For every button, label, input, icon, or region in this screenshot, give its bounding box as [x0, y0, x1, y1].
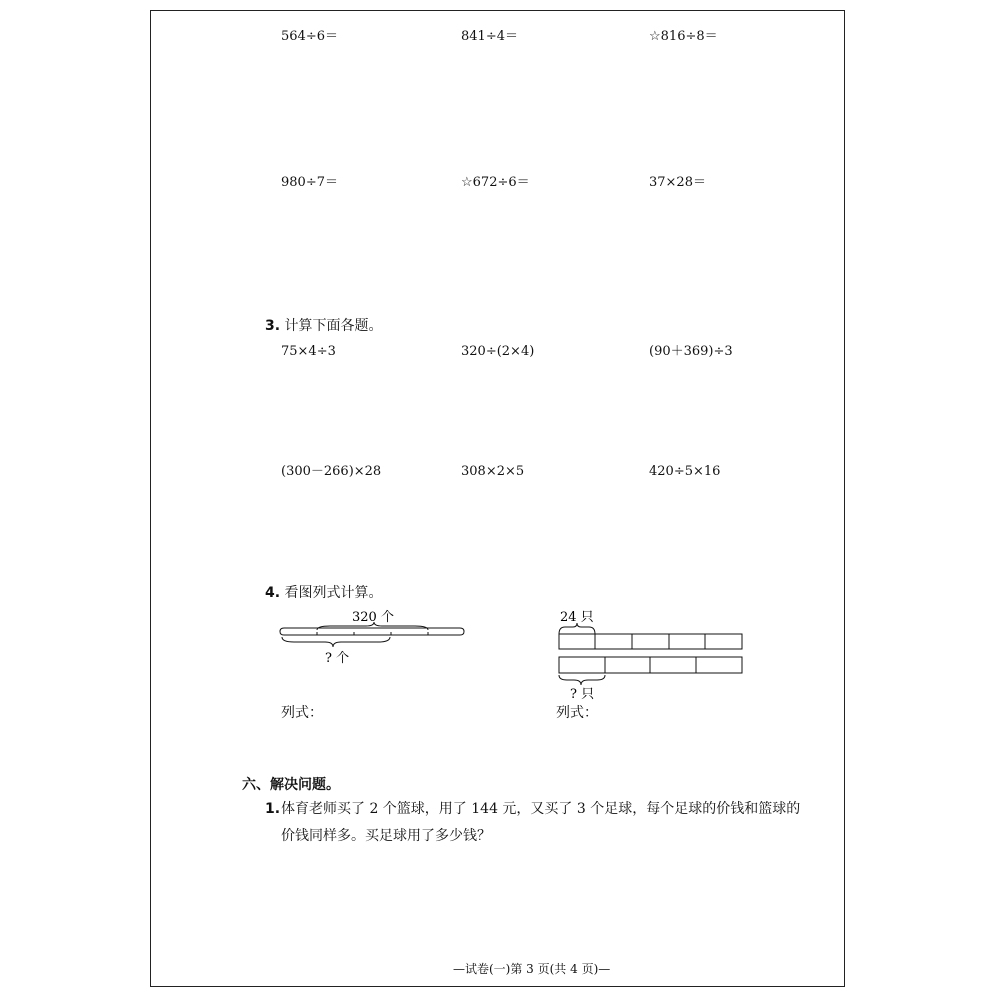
problem-672-div-6: ☆672÷6＝ — [461, 175, 530, 190]
q3-expr-1: 75×4÷3 — [281, 344, 336, 359]
q4-number: 4. — [265, 585, 281, 601]
diagram1-bottom-brace — [282, 637, 390, 647]
q4-heading — [265, 586, 383, 600]
problem-37-times-28: 37×28＝ — [649, 175, 706, 190]
section6-q1-number: 1. — [265, 801, 281, 817]
problem-564-div-6: 564÷6＝ — [281, 29, 338, 44]
diagram2-top-bar — [559, 634, 742, 649]
q3-expr-3: (90＋369)÷3 — [649, 344, 733, 359]
q3-number: 3. — [265, 318, 281, 334]
section6-title: 六、解决问题。 — [242, 777, 340, 793]
diagram2-top-label: 24 只 — [560, 610, 594, 625]
diagram2-answer-label: 列式： — [556, 705, 598, 721]
problem-816-div-8: ☆816÷8＝ — [649, 29, 718, 44]
section6-q1-text — [281, 796, 851, 850]
problem-841-div-4: 841÷4＝ — [461, 29, 518, 44]
diagram1-top-label: 320 个 — [352, 610, 394, 625]
q3-expr-4: (300－266)×28 — [281, 464, 382, 479]
page-footer: —试卷(一)第 3 页(共 4 页)— — [453, 962, 611, 976]
segment-diagram-1 — [270, 605, 480, 670]
problem-980-div-7: 980÷7＝ — [281, 175, 338, 190]
diagram2-bottom-label: ? 只 — [570, 687, 595, 702]
q4-title: 看图列式计算。 — [284, 585, 383, 601]
q3-expr-5: 308×2×5 — [461, 464, 525, 479]
q3-heading — [265, 319, 383, 333]
diagram2-bottom-brace — [559, 675, 605, 685]
diagram1-bottom-label: ? 个 — [325, 651, 350, 666]
q3-title: 计算下面各题。 — [284, 318, 383, 334]
diagram1-answer-label: 列式： — [281, 705, 323, 721]
diagram1-segment — [280, 628, 464, 635]
q3-expr-2: 320÷(2×4) — [461, 344, 535, 359]
q3-expr-6: 420÷5×16 — [649, 464, 721, 479]
section6-q1-line1: 体育老师买了 2 个篮球，用了 144 元，又买了 3 个足球，每个足球的价钱和篮球的 — [281, 801, 801, 817]
section6-q1-line2: 价钱同样多。买足球用了多少钱？ — [281, 828, 491, 844]
bar-diagram-2 — [550, 602, 750, 702]
